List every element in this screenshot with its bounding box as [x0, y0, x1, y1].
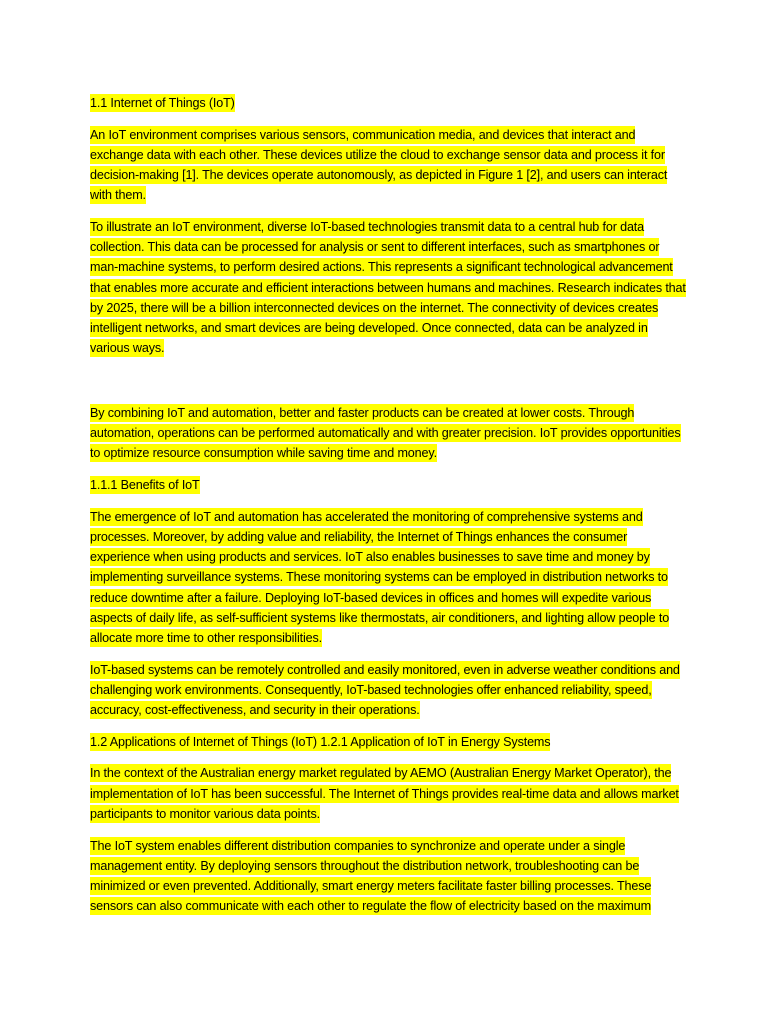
paragraph — [90, 836, 686, 917]
paragraph-text: An IoT environment comprises various sensors, communication media, and devices that interact and exchange data with each other. These devices utilize the cloud to exchange sensor data and process it for decision-making [1]. The devices operate autonomously, as depicted in Figure 1 [2], and users can interact with them. — [90, 127, 668, 203]
paragraph — [90, 507, 686, 648]
section-heading-1-1 — [90, 93, 686, 113]
paragraph-text: By combining IoT and automation, better and faster products can be created at lower costs. Through automation, operations can be performed automatically and with greater precision. IoT provides opportunities to optimize resource consumption while saving time and money. — [90, 405, 681, 461]
paragraph — [90, 763, 686, 824]
heading-text: 1.1 Internet of Things (IoT) — [90, 96, 235, 110]
section-heading-1-1-1 — [90, 475, 686, 495]
heading-text: 1.1.1 Benefits of IoT — [90, 478, 200, 493]
paragraph-text: The IoT system enables different distribution companies to synchronize and operate under a single management entity. By deploying sensors throughout the distribution network, troubleshooting can be minimized or even prevented. Additionally, smart energy meters facilitate faster billing processes. These sensors can also communicate with each other to regulate the flow of electricity based on the maximum — [90, 838, 652, 914]
paragraph-text: The emergence of IoT and automation has accelerated the monitoring of comprehensive systems and processes. Moreover, by adding value and reliability, the Internet of Things enhances the consumer experience when using products and services. IoT also enables businesses to save time and money by implementing surveillance systems. These monitoring systems can be employed in distribution networks to reduce downtime after a failure. Deploying IoT-based devices in offices and homes will expedite various aspects of daily life, as self-sufficient systems like thermostats, air conditioners, and lighting allow people to allocate more time to other responsibilities. — [90, 509, 670, 645]
paragraph — [90, 403, 686, 464]
paragraph — [90, 217, 686, 358]
heading-text: 1.2 Applications of Internet of Things (IoT) 1.2.1 Application of IoT in Energy Systems — [90, 734, 551, 749]
paragraph — [90, 125, 686, 206]
paragraph-text: IoT-based systems can be remotely controlled and easily monitored, even in adverse weather conditions and challenging work environments. Consequently, IoT-based technologies offer enhanced reliability, speed, accuracy, cost-effectiveness, and security in their operations. — [90, 662, 680, 718]
document-body — [90, 93, 686, 928]
paragraph-text: In the context of the Australian energy market regulated by AEMO (Australian Energy Market Operator), the implementation of IoT has been successful. The Internet of Things provides real-time data and allows market participants to monitor various data points. — [90, 766, 679, 821]
paragraph — [90, 660, 686, 721]
blank-line — [90, 370, 686, 403]
section-heading-1-2 — [90, 732, 686, 752]
paragraph-text: To illustrate an IoT environment, diverse IoT-based technologies transmit data to a central hub for data collection. This data can be processed for analysis or sent to different interfaces, such as smartphones or man-machine systems, to perform desired actions. This represents a significant technological advancement that enables more accurate and efficient interactions between humans and machines. Research indicates that by 2025, there will be a billion interconnected devices on the internet. The connectivity of devices creates intelligent networks, and smart devices are being developed. Once connected, data can be analyzed in various ways. — [90, 220, 686, 356]
